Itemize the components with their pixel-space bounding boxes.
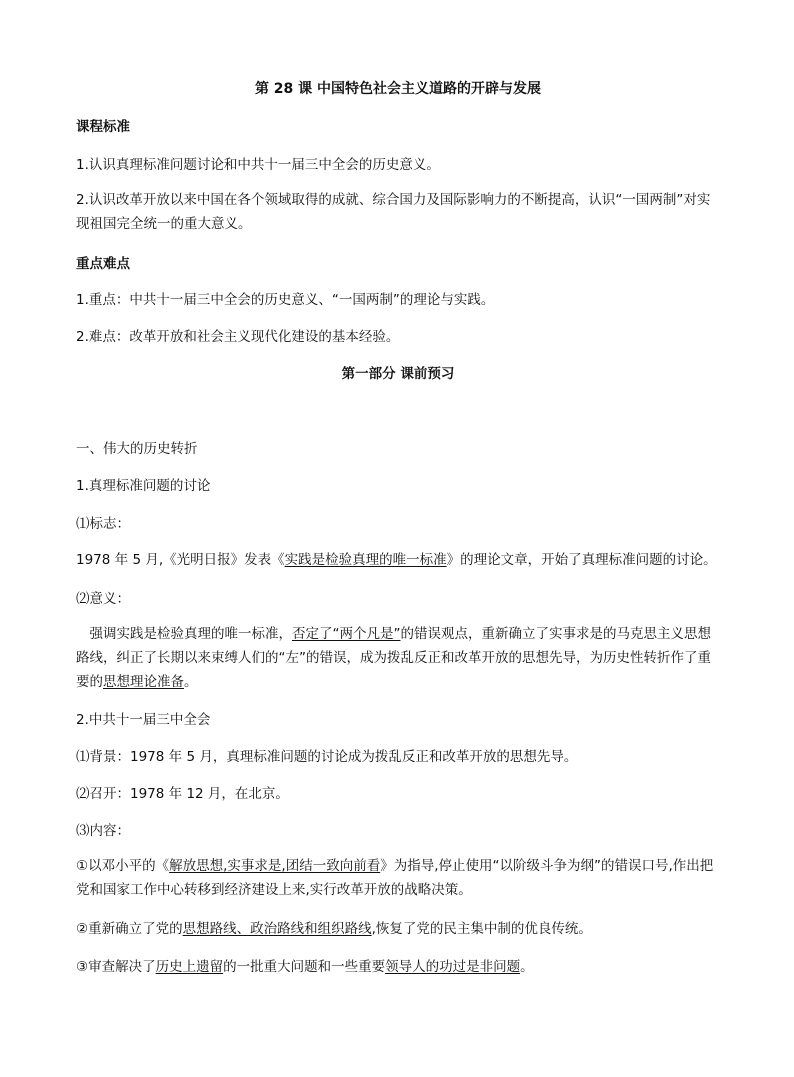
key-point-1: 1.重点：中共十一届三中全会的历史意义、“一国两制”的理论与实践。 (76, 292, 495, 308)
c3-underlined-2: 领导人的功过是非问题 (385, 959, 521, 975)
c1-text-a: ①以邓小平的《 (76, 858, 170, 874)
meaning-text-b: 的错误观点，重新确立了实事求是的马克思主义思想路线，纠正了长期以来束缚人们的“左”的错误，成为拨乱反正和改革开放的思想先导，为历史性转折作了重要的 (76, 626, 711, 690)
meaning-paragraph (76, 622, 720, 694)
curriculum-item-1: 1.认识真理标准问题讨论和中共十一届三中全会的历史意义。 (76, 157, 440, 173)
c2-text-a: ②重新确立了党的 (76, 921, 183, 937)
lesson-title: 第 28 课 中国特色社会主义道路的开辟与发展 (254, 81, 542, 97)
c1-underlined: 解放思想,实事求是,团结一致向前看 (169, 858, 381, 874)
c1-text-b: 》为指导,停止使用“以阶级斗争为纲”的错误口号,作出把党和国家工作中心转移到经济建设上来,实行改革开放的战略决策。 (76, 858, 714, 898)
key-point-2: 2.难点：改革开放和社会主义现代化建设的基本经验。 (76, 329, 400, 345)
c3-text-a: ③审查解决了 (76, 959, 156, 975)
sign-text-a: 1978 年 5 月,《光明日报》发表《 (76, 552, 285, 568)
meaning-text-a: 强调实践是检验真理的唯一标准， (76, 626, 292, 642)
content-item-3 (76, 957, 720, 977)
meaning-underlined-2: 思想理论准备 (103, 674, 184, 690)
meaning-underlined-1: 否定了“两个凡是” (292, 626, 401, 642)
c3-text-c: 。 (520, 959, 534, 975)
sub1-heading: 1.真理标准问题的讨论 (76, 478, 211, 494)
curriculum-heading: 课程标准 (76, 119, 130, 135)
c3-underlined-1: 历史上遗留 (155, 959, 224, 975)
section1-heading: 一、伟大的历史转折 (76, 441, 198, 457)
sign-paragraph (76, 550, 720, 570)
content-item-1 (76, 854, 720, 902)
sub2-heading: 2.中共十一届三中全会 (76, 712, 211, 728)
curriculum-item-2: 2.认识改革开放以来中国在各个领域取得的成就、综合国力及国际影响力的不断提高，认识“一国两制”对实现祖国完全统一的重大意义。 (76, 192, 711, 232)
sign-text-b: 》的理论文章，开始了真理标准问题的讨论。 (446, 552, 717, 568)
content-label: ⑶内容： (76, 823, 130, 839)
meaning-text-c: 。 (184, 674, 198, 690)
c2-underlined: 思想路线、政治路线和组织路线 (182, 921, 372, 937)
key-points-heading: 重点难点 (76, 256, 130, 272)
content-item-2 (76, 919, 720, 939)
convened-text: ⑵召开：1978 年 12 月，在北京。 (76, 786, 289, 802)
part1-title: 第一部分 课前预习 (341, 366, 455, 382)
sign-text-underlined: 实践是检验真理的唯一标准 (284, 552, 447, 568)
c2-text-b: ,恢复了党的民主集中制的优良传统。 (371, 921, 592, 937)
background-text: ⑴背景：1978 年 5 月，真理标准问题的讨论成为拨乱反正和改革开放的思想先导。 (76, 749, 578, 765)
sign-label: ⑴标志： (76, 516, 130, 532)
c3-text-b: 的一批重大问题和一些重要 (223, 959, 386, 975)
meaning-label: ⑵意义： (76, 591, 130, 607)
